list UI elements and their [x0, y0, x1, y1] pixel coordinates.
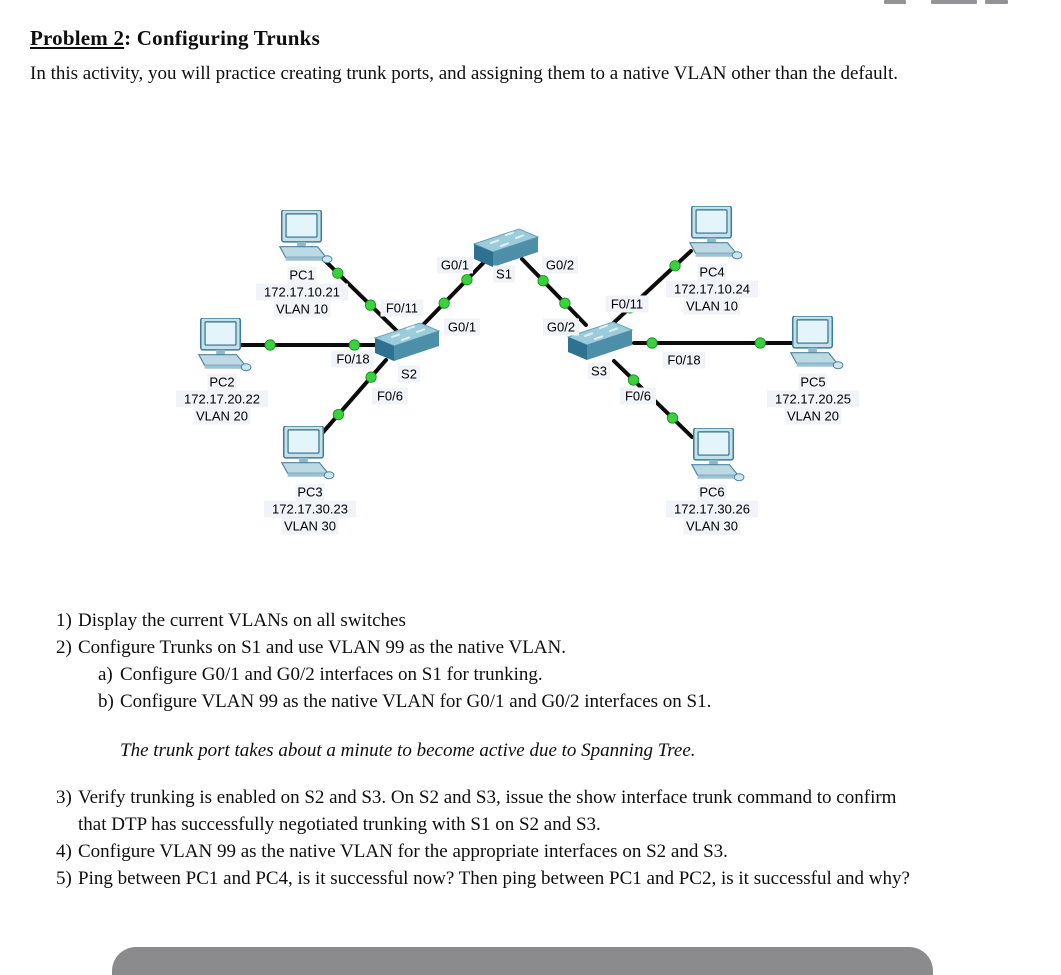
port-label: F0/18 [667, 352, 701, 368]
page-title [30, 26, 320, 51]
link-status-dot [560, 298, 570, 308]
step-number: 1) [56, 610, 72, 631]
step-5 [56, 865, 912, 892]
link-status-dot [366, 372, 376, 382]
port-label: G0/1 [440, 257, 470, 273]
link-status-dot [755, 338, 765, 348]
port-label: G0/2 [546, 319, 576, 335]
link-status-dot [538, 276, 548, 286]
substep-letter: a) [98, 664, 113, 685]
device-label: PC6 [699, 484, 725, 500]
device-vlan-label: VLAN 20 [195, 408, 249, 424]
port-label: F0/11 [385, 300, 419, 316]
device-ip-label: 172.17.30.26 [674, 501, 750, 517]
device-vlan-label: VLAN 30 [283, 518, 337, 534]
page-edge-artifact [884, 0, 906, 4]
topology-canvas [150, 190, 890, 550]
s1-icon [474, 229, 538, 267]
spanning-tree-note: The trunk port takes about a minute to become active due to Spanning Tree. [120, 740, 696, 761]
device-ip-label: 172.17.30.23 [272, 501, 348, 517]
bottom-overlay-pill [112, 947, 933, 975]
link-status-dot [439, 298, 449, 308]
page-edge-artifact [985, 0, 1008, 4]
link-status-dot [628, 375, 638, 385]
substep-a [98, 661, 912, 688]
link-status-dot [670, 261, 680, 271]
device-ip-label: 172.17.20.25 [775, 391, 851, 407]
substep-text: Configure G0/1 and G0/2 interfaces on S1 for trunking. [120, 664, 543, 685]
link-status-dot [365, 300, 375, 310]
step-number: 3) [56, 787, 72, 808]
device-ip-label: 172.17.10.21 [264, 284, 340, 300]
port-label: G0/1 [447, 319, 477, 335]
pc4-icon [690, 206, 742, 259]
device-label: PC5 [800, 374, 826, 390]
device-label: PC4 [699, 264, 725, 280]
pc3-icon [282, 426, 334, 479]
device-label: S3 [591, 363, 607, 379]
step-2-substeps [98, 661, 912, 715]
instruction-list [56, 607, 912, 892]
title-problem-number: Problem 2 [30, 26, 125, 50]
pc1-icon [280, 210, 332, 263]
pc6-icon [692, 428, 744, 481]
link-status-dot [667, 413, 677, 423]
step-text: Configure VLAN 99 as the native VLAN for the appropriate interfaces on S2 and S3. [78, 841, 728, 862]
substep-text: Configure VLAN 99 as the native VLAN for G0/1 and G0/2 interfaces on S1. [120, 691, 712, 712]
step-number: 4) [56, 841, 72, 862]
step-text: Configure Trunks on S1 and use VLAN 99 as the native VLAN. [78, 637, 566, 658]
port-label: F0/18 [336, 351, 370, 367]
device-ip-label: 172.17.10.24 [674, 281, 750, 297]
device-vlan-label: VLAN 10 [685, 298, 739, 314]
link-status-dot [647, 338, 657, 348]
intro-paragraph: In this activity, you will practice creating trunk ports, and assigning them to a native VLAN other than the default. [30, 63, 898, 84]
link-status-dot [265, 340, 275, 350]
device-vlan-label: VLAN 30 [685, 518, 739, 534]
step-text: Display the current VLANs on all switches [78, 610, 406, 631]
device-label: S2 [401, 366, 417, 382]
step-4 [56, 838, 912, 865]
link-status-dot [333, 409, 343, 419]
link-status-dot [349, 340, 359, 350]
device-label: PC2 [209, 374, 235, 390]
step-3 [56, 784, 912, 838]
device-label: PC3 [297, 484, 323, 500]
step-text: Ping between PC1 and PC4, is it successful now? Then ping between PC1 and PC2, is it successful and why? [78, 868, 910, 889]
port-label: G0/2 [545, 257, 575, 273]
page-edge-artifact [931, 0, 977, 4]
port-label: F0/6 [376, 388, 404, 404]
step-1 [56, 607, 912, 634]
step-text: Verify trunking is enabled on S2 and S3. On S2 and S3, issue the show interface trunk command to confirm that DTP has successfully negotiated trunking with S1 on S2 and S3. [78, 787, 897, 835]
device-ip-label: 172.17.20.22 [184, 391, 260, 407]
device-vlan-label: VLAN 20 [786, 408, 840, 424]
step-2 [56, 634, 912, 661]
step-number: 2) [56, 637, 72, 658]
device-vlan-label: VLAN 10 [275, 301, 329, 317]
port-label: F0/6 [624, 388, 652, 404]
step-number: 5) [56, 868, 72, 889]
pc5-icon [791, 316, 843, 369]
substep-b [98, 688, 912, 715]
substep-letter: b) [98, 691, 114, 712]
device-label: S1 [496, 266, 512, 282]
s2-icon [375, 323, 439, 361]
port-label: F0/11 [610, 296, 644, 312]
device-label: PC1 [289, 267, 315, 283]
link-status-dot [462, 275, 472, 285]
link-status-dot [333, 268, 343, 278]
network-topology-diagram [150, 190, 890, 550]
title-rest: : Configuring Trunks [124, 26, 320, 50]
